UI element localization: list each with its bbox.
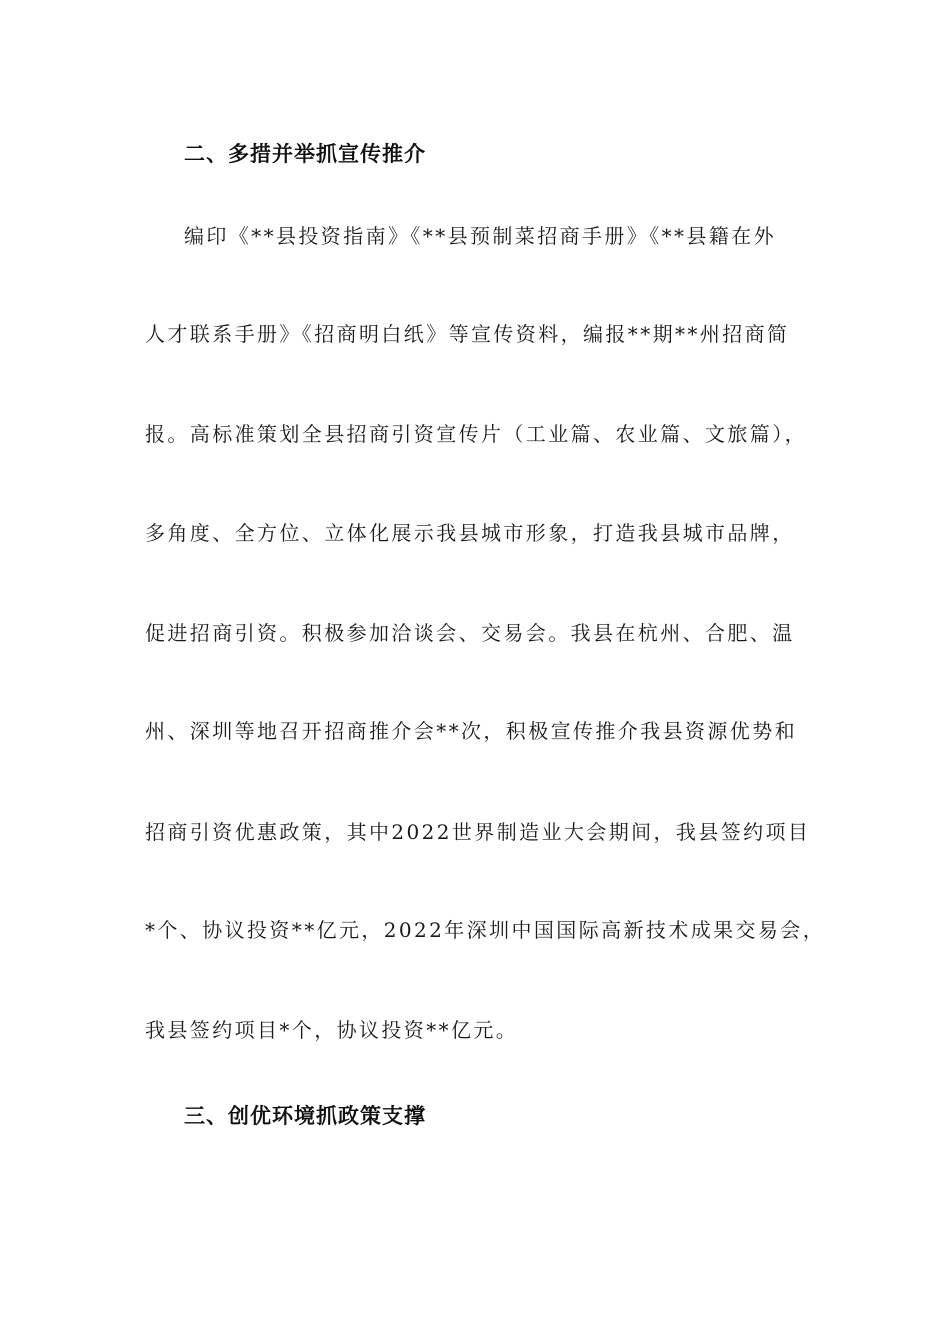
paragraph-line-9: 我县签约项目*个，协议投资**亿元。 <box>145 1018 519 1042</box>
paragraph-line-8: *个、协议投资**亿元，2022年深圳中国国际高新技术成果交易会， <box>145 918 826 942</box>
paragraph-line-5: 促进招商引资。积极参加洽谈会、交易会。我县在杭州、合肥、温 <box>145 621 795 645</box>
paragraph-line-4: 多角度、全方位、立体化展示我县城市形象，打造我县城市品牌， <box>145 521 795 545</box>
paragraph-line-1: 编印《**县投资指南》《**县预制菜招商手册》《**县籍在外 <box>184 224 776 248</box>
paragraph-line-6: 州、深圳等地召开招商推介会**次，积极宣传推介我县资源优势和 <box>145 719 797 743</box>
paragraph-line-2: 人才联系手册》《招商明白纸》等宣传资料，编报**期**州招商简 <box>145 322 790 346</box>
paragraph-line-3: 报。高标准策划全县招商引资宣传片（工业篇、农业篇、文旅篇）， <box>145 422 807 446</box>
section-2-heading: 二、多措并举抓宣传推介 <box>184 142 426 166</box>
paragraph-line-7: 招商引资优惠政策，其中2022世界制造业大会期间，我县签约项目 <box>145 820 811 844</box>
section-3-heading: 三、创优环境抓政策支撑 <box>184 1104 426 1128</box>
